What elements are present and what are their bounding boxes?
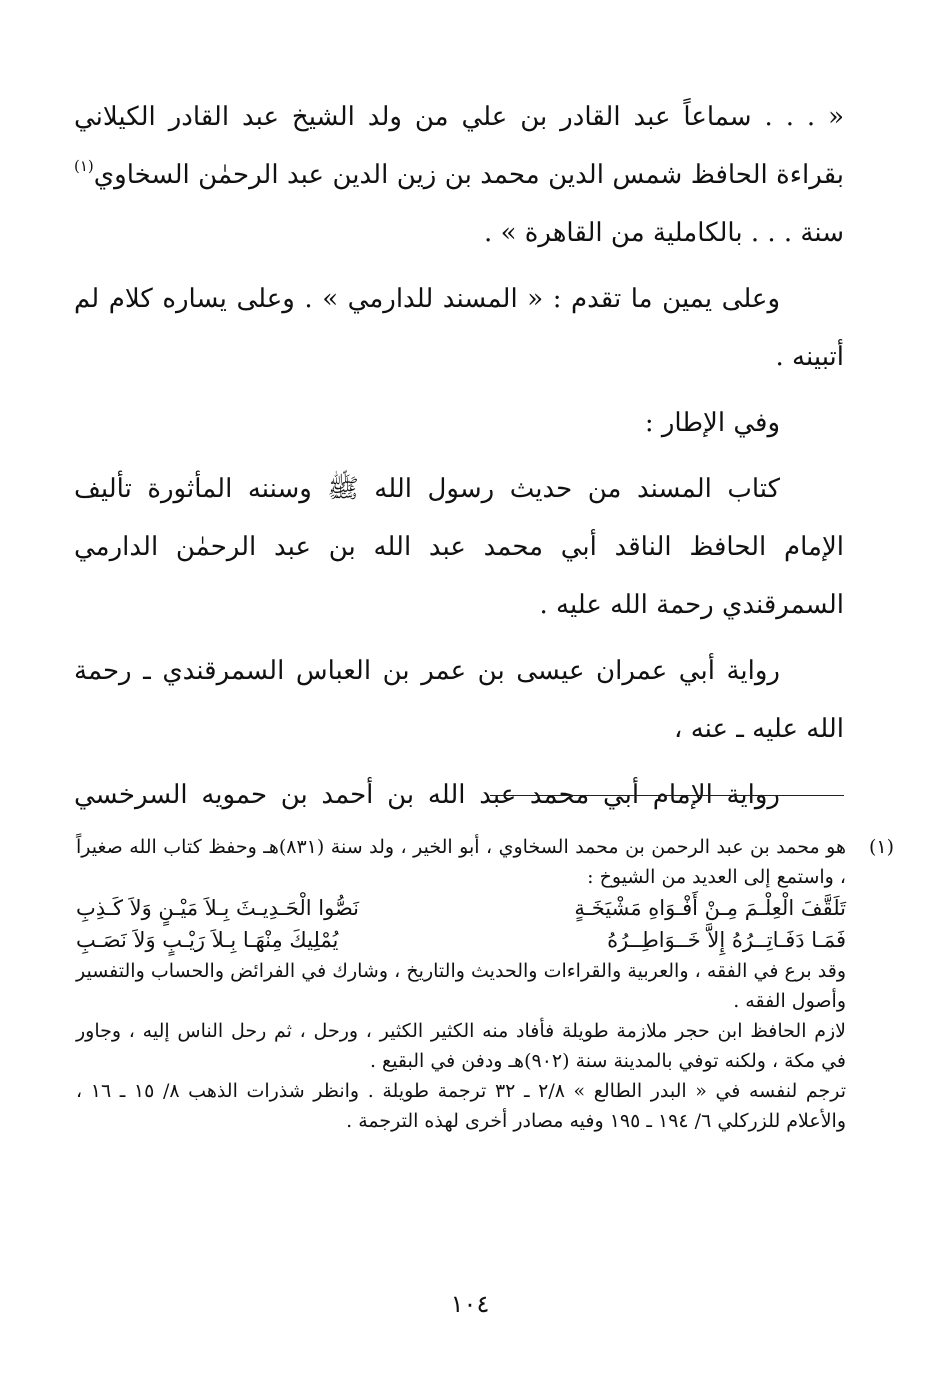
poem <box>76 892 846 956</box>
poem-hemistich: فَمَـا دَفَـاتِــرُهُ إِلاَّ خَــوَاطِــرُهُ <box>607 928 846 952</box>
paragraph-colophon <box>74 88 844 262</box>
footnote-line-intro: هو محمد بن عبد الرحمن بن محمد السخاوي ، أبو الخير ، ولد سنة (٨٣١)هـ وحفظ كتاب الله صغيراً ، واستمع إلى العديد من الشيوخ : <box>76 836 846 888</box>
poem-verse-2 <box>76 924 846 956</box>
footnote-reference[interactable]: (١) <box>74 157 94 175</box>
paragraph-riwaya-2: رواية الإمام أبي محمد عبد الله بن أحمد بن حمويه السرخسي <box>74 780 780 810</box>
poem-hemistich: تَلَقَّفَ الْعِلْـمَ مِـنْ أَفْـوَاهِ مَشْيَخَـةٍ <box>574 896 846 920</box>
poem-verse-1 <box>76 892 846 924</box>
colophon-text-tail: سنة . . . بالكاملية من القاهرة » . <box>484 218 844 248</box>
paragraph-riwaya-1: رواية أبي عمران عيسى بن عمر بن العباس السمرقندي ـ رحمة الله عليه ـ عنه ، <box>74 656 844 744</box>
footnote-1 <box>76 832 894 1136</box>
page-number: ١٠٤ <box>450 1290 490 1318</box>
colophon-text: « . . . سماعاً عبد القادر بن علي من ولد الشيخ عبد القادر الكيلاني بقراءة الحافظ شمس الدين محمد بن زين الدين عبد الرحمٰن السخاوي <box>74 102 844 190</box>
footnote-divider <box>490 795 844 796</box>
footnote-number: (١) <box>868 836 894 858</box>
poem-hemistich: نَصُّوا الْحَـدِيـثَ بِـلاَ مَيْـنٍ وَلاَ كَـذِبِ <box>76 896 360 920</box>
footnote-para-studies: وقد برع في الفقه ، والعربية والقراءات والحديث والتاريخ ، وشارك في الفرائض والحساب والتفسير وأصول الفقه . <box>76 960 846 1012</box>
paragraph-frame-heading: وفي الإطار : <box>644 408 780 438</box>
footnote-para-teacher: لازم الحافظ ابن حجر ملازمة طويلة فأفاد منه الكثير الكثير ، ورحل ، ثم رحل الناس إليه ، وجاور في مكة ، ولكنه توفي بالمدينة سنة (٩٠٢)هـ ودفن في البقيع . <box>76 1020 846 1072</box>
footnote-body <box>76 832 846 1136</box>
footnote-para-sources: ترجم لنفسه في « البدر الطالع » ٢/٨ ـ ٣٢ ترجمة طويلة . وانظر شذرات الذهب ٨/ ١٥ ـ ١٦ ، والأعلام للزركلي ٦/ ١٩٤ ـ ١٩٥ وفيه مصادر أخرى لهذه الترجمة . <box>76 1080 847 1132</box>
paragraph-book-title: كتاب المسند من حديث رسول الله ﷺ وسننه المأثورة تأليف الإمام الحافظ الناقد أبي محمد عبد الله بن عبد الرحمٰن الدارمي السمرقندي رحمة الله عليه . <box>74 474 844 620</box>
poem-hemistich: يُمْلِيكَ مِنْهَـا بِـلاَ رَيْـبٍ وَلاَ نَصَـبِ <box>76 928 339 952</box>
footnotes-section <box>76 832 894 1136</box>
paragraph-right-left: وعلى يمين ما تقدم : « المسند للدارمي » . وعلى يساره كلام لم أتبينه . <box>74 284 844 372</box>
main-text <box>74 88 844 832</box>
